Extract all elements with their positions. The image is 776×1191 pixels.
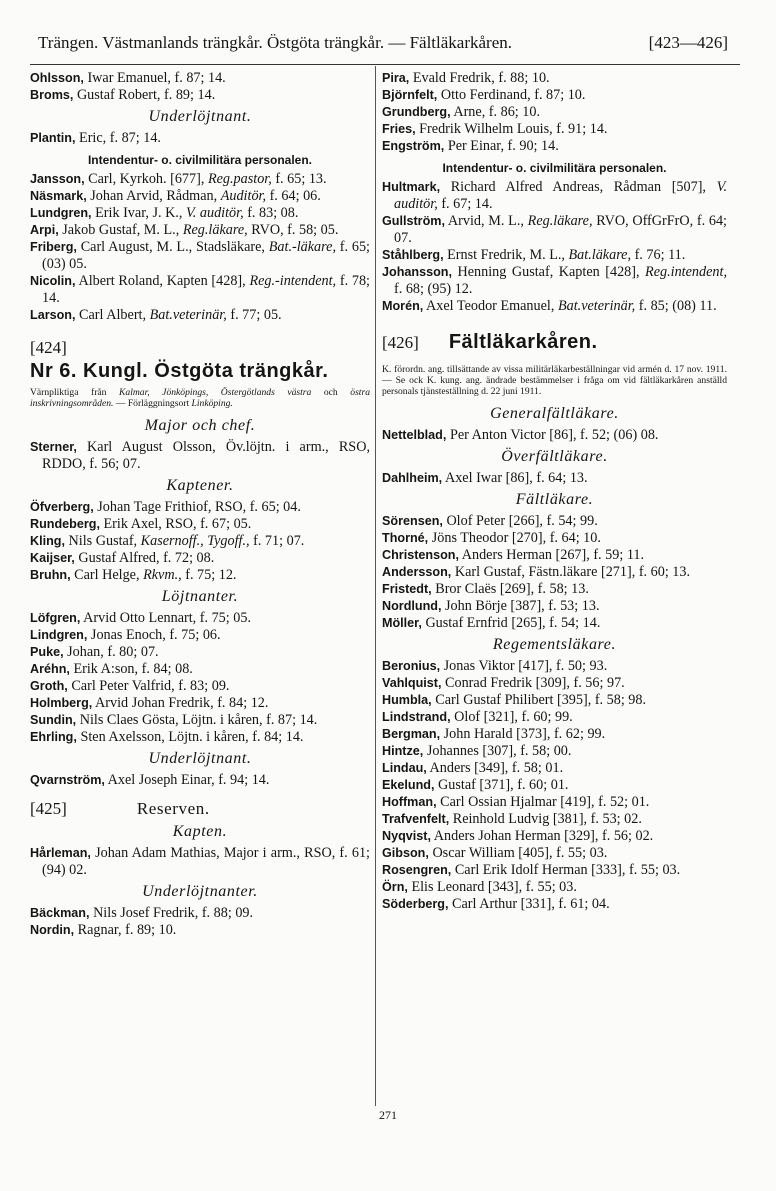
roster-entry [30,610,370,627]
roster-entry [30,239,370,273]
entry-details: Carl Albert, [75,307,150,323]
note-part: — Förläggningsort [113,398,192,409]
section-425-title: Reserven. [136,799,210,818]
entry-details: Jonas Enoch, f. 75; 06. [87,627,221,643]
entry-surname: Johansson, [382,265,452,279]
section-426-number: [426] [382,333,419,352]
entry-surname: Rosengren, [382,863,452,877]
entry-details: Johan Tage Frithiof, RSO, f. 65; 04. [93,499,301,515]
entry-surname: Sterner, [30,440,77,454]
entry-surname: Sundin, [30,713,77,727]
roster-entry [382,811,727,828]
entry-dates: f. 76; 11. [631,247,686,263]
entry-details: Per Einar, f. 90; 14. [444,138,559,154]
entry-details: Olof Peter [266], f. 54; 99. [442,513,598,529]
roster-entry [382,615,727,632]
entry-surname: Örn, [382,880,408,894]
entry-dates: f. 65; (03) 05. [42,239,371,272]
roster-entry [382,298,727,315]
note-part: Värnpliktiga från [30,387,119,398]
entry-surname: Lundgren, [30,206,92,220]
left-after-sub1-list [30,130,370,147]
roster-entry [30,87,370,104]
roster-entry [382,70,727,87]
subheading-underlojtnant: Underlöjtnant. [148,108,252,125]
entry-title: Reg.läkare, [527,213,593,229]
left-top-list [30,70,370,104]
section-425-number: [425] [30,799,67,818]
section-civil-right: Intendentur- o. civilmilitära personalen. [442,161,667,175]
roster-entry [30,188,370,205]
roster-entry [382,879,727,896]
entry-dates: f. 83; 08. [243,205,299,221]
roster-entry [30,661,370,678]
entry-details: Axel Teodor Emanuel, [423,298,558,314]
roster-entry [382,121,727,138]
roster-entry [30,516,370,533]
subheading-faltlakare: Fältläkare. [515,491,594,508]
entry-details: Erik A:son, f. 84; 08. [69,661,193,677]
entry-details: Gustaf Ernfrid [265], f. 54; 14. [421,615,601,631]
entry-surname: Söderberg, [382,897,449,911]
entry-surname: Larson, [30,308,76,322]
entry-details: Albert Roland, Kapten [428], [75,273,250,289]
roster-entry [30,439,370,473]
roster-entry [382,845,727,862]
roster-entry [30,845,370,879]
entry-details: Arne, f. 86; 10. [450,104,541,120]
entry-surname: Groth, [30,679,68,693]
entry-details: Oscar William [405], f. 55; 03. [428,845,608,861]
section-civil-left: Intendentur- o. civilmilitära personalen. [87,153,313,167]
roster-entry [382,777,727,794]
entry-details: Johan, f. 80; 07. [63,644,159,660]
entry-details: Erik Axel, RSO, f. 67; 05. [99,516,252,532]
roster-entry [382,675,727,692]
entry-details: Carl August, M. L., Stadsläkare, [76,239,269,255]
section-426-heading [382,331,727,354]
roster-entry [382,726,727,743]
roster-entry [382,828,727,845]
entry-details: Per Anton Victor [86], f. 52; (06) 08. [446,427,659,443]
roster-entry [30,130,370,147]
section-425-heading [30,799,370,819]
entry-surname: Beronius, [382,659,441,673]
roster-entry [382,692,727,709]
entry-details: Arvid, M. L., [444,213,528,229]
right-top-list [382,70,727,155]
subheading-lojtnanter: Löjtnanter. [161,588,239,605]
entry-surname: Sörensen, [382,514,443,528]
entry-title: V. auditör, [394,179,727,212]
roster-entry [382,581,727,598]
roster-entry [382,427,727,444]
entry-details: Reinhold Ludvig [381], f. 53; 02. [449,811,642,827]
entry-details: Elis Leonard [343], f. 55; 03. [407,879,577,895]
entry-title: Bat.veterinär, [149,307,227,323]
entry-surname: Dahlheim, [382,471,443,485]
entry-details: Johan Adam Mathias, Major i arm., RSO, f. 61; (94) 02. [42,845,370,878]
right-civil-list [382,179,727,315]
rl-list [382,658,727,913]
roster-entry [30,644,370,661]
entry-dates: f. 71; 07. [249,533,305,549]
entry-details: Arvid Johan Fredrik, f. 84; 12. [92,695,269,711]
running-title: Trängen. Västmanlands trängkår. Östgöta trängkår. — Fältläkarkåren. [38,33,512,52]
entry-surname: Friberg, [30,240,77,254]
roster-entry [30,171,370,188]
entry-surname: Kling, [30,534,65,548]
section-424-note [30,387,370,409]
entry-surname: Arpi, [30,223,59,237]
entry-dates: f. 78; 14. [42,273,370,306]
entry-surname: Gullström, [382,214,445,228]
left-column [30,70,370,939]
entry-details: Nils Gustaf, [64,533,141,549]
note-italic: östra inskrivningsområden. [30,387,370,409]
entry-dates: f. 68; (95) 12. [394,281,473,297]
header-rule [30,64,740,65]
entry-details: Otto Ferdinand, f. 87; 10. [437,87,586,103]
entry-details: Jöns Theodor [270], f. 64; 10. [428,530,601,546]
roster-entry [30,533,370,550]
subheading-regementslakare: Regementsläkare. [492,636,617,653]
entry-dates: RVO, OffGrFrO, f. 64; 07. [394,213,727,246]
roster-entry [30,307,370,324]
entry-details: Fredrik Wilhelm Louis, f. 91; 14. [415,121,608,137]
entry-details: John Börje [387], f. 53; 13. [441,598,600,614]
roster-entry [30,222,370,239]
entry-surname: Kaijser, [30,551,75,565]
entry-details: Karl August Olsson, Öv.löjtn. i arm., RSO, RDDO, f. 56; 07. [42,439,370,472]
entry-dates: f. 75; 12. [181,567,237,583]
entry-details: Carl Arthur [331], f. 61; 04. [448,896,610,912]
roster-entry [30,499,370,516]
entry-surname: Ekelund, [382,778,435,792]
roster-entry [382,470,727,487]
entry-surname: Lindgren, [30,628,88,642]
roster-entry [382,743,727,760]
entry-details: Richard Alfred Andreas, Rådman [507], [440,179,717,195]
entry-details: Conrad Fredrik [309], f. 56; 97. [441,675,625,691]
entry-details: Johannes [307], f. 58; 00. [423,743,572,759]
roster-entry [30,273,370,307]
entry-surname: Andersson, [382,565,452,579]
entry-dates: f. 65; 13. [271,171,327,187]
roster-entry [30,550,370,567]
entry-details: Carl Erik Idolf Herman [333], f. 55; 03. [451,862,681,878]
entry-details: Anders [349], f. 58; 01. [426,760,564,776]
entry-surname: Björnfelt, [382,88,438,102]
entry-title: Bat.veterinär, [557,298,636,314]
entry-details: Carl Helge, [70,567,144,583]
entry-surname: Bruhn, [30,568,71,582]
subheading-kaptener: Kaptener. [166,477,234,494]
entry-details: Sten Axelsson, Löjtn. i kåren, f. 84; 14. [76,729,304,745]
entry-details: Anders Herman [267], f. 59; 11. [458,547,645,563]
entry-details: Iwar Emanuel, f. 87; 14. [83,70,226,86]
ulojtnanter-list [30,905,370,939]
ofl-list [382,470,727,487]
entry-title: Rkvm., [143,567,182,583]
roster-entry [382,213,727,247]
entry-details: Axel Joseph Einar, f. 94; 14. [104,772,270,788]
entry-details: Nils Claes Gösta, Löjtn. i kåren, f. 87; 14. [76,712,318,728]
section-426-note: K. förordn. ang. tillsättande av vissa militärläkarbeställningar vid armén d. 17 nov. 1911. — Se ock K. kung. ang. ändrade bestämmelser i fråga om vid fältläkarkåren anställd personals tjänsteställning d. 22 juni 1911. [382,364,727,397]
entry-surname: Nordin, [30,923,75,937]
subheading-major: Major och chef. [144,417,256,434]
entry-surname: Hårleman, [30,846,91,860]
entry-details: Carl, Kyrkoh. [677], [84,171,208,187]
entry-surname: Engström, [382,139,445,153]
entry-details: Karl Gustaf, Fästn.läkare [271], f. 60; 13. [451,564,691,580]
roster-entry [382,760,727,777]
roster-entry [30,712,370,729]
entry-surname: Löfgren, [30,611,81,625]
roster-entry [382,862,727,879]
entry-details: Johan Arvid, Rådman, [86,188,221,204]
fl-list [382,513,727,632]
entry-details: Gustaf Alfred, f. 72; 08. [74,550,215,566]
roster-entry [382,513,727,530]
entry-surname: Christenson, [382,548,459,562]
entry-details: Ragnar, f. 89; 10. [74,922,177,938]
entry-surname: Vahlquist, [382,676,442,690]
roster-entry [30,70,370,87]
entry-surname: Nordlund, [382,599,442,613]
left-civil-list [30,171,370,324]
roster-entry [382,896,727,913]
entry-surname: Bergman, [382,727,441,741]
entry-surname: Rundeberg, [30,517,100,531]
entry-details: Nils Josef Fredrik, f. 88; 09. [89,905,254,921]
roster-entry [382,564,727,581]
entry-details: Carl Ossian Hjalmar [419], f. 52; 01. [436,794,650,810]
roster-entry [382,264,727,298]
entry-title: Bat.läkare, [568,247,632,263]
entry-surname: Nettelblad, [382,428,447,442]
entry-title: Reg.-intendent, [249,273,337,289]
entry-surname: Lindau, [382,761,427,775]
note-part: och [311,387,351,398]
subheading-kapten: Kapten. [172,823,228,840]
entry-details: Henning Gustaf, Kapten [428], [451,264,646,280]
roster-entry [382,104,727,121]
entry-surname: Plantin, [30,131,76,145]
right-column [382,70,727,913]
entry-dates: f. 64; 06. [266,188,321,204]
entry-surname: Fristedt, [382,582,432,596]
roster-entry [30,729,370,746]
lojtnanter-list [30,610,370,746]
ulojt-list [30,772,370,789]
entry-surname: Hultmark, [382,180,441,194]
section-424-title: Nr 6. Kungl. Östgöta trängkår. [30,360,329,382]
entry-details: Carl Peter Valfrid, f. 83; 09. [67,678,230,694]
entry-title: Reg.pastor, [207,171,272,187]
entry-surname: Möller, [382,616,422,630]
entry-details: Olof [321], f. 60; 99. [450,709,573,725]
entry-surname: Morén, [382,299,424,313]
entry-details: Eric, f. 87; 14. [75,130,161,146]
entry-surname: Bäckman, [30,906,90,920]
roster-entry [382,658,727,675]
entry-surname: Nicolin, [30,274,76,288]
entry-details: Gustaf [371], f. 60; 01. [434,777,569,793]
roster-entry [382,794,727,811]
entry-surname: Trafvenfelt, [382,812,450,826]
subheading-generalfaltlakare: Generalfältläkare. [490,405,619,422]
roster-entry [382,247,727,264]
entry-surname: Ohlsson, [30,71,84,85]
roster-entry [30,772,370,789]
roster-entry [382,87,727,104]
entry-surname: Humbla, [382,693,432,707]
section-426-title: Fältläkarkåren. [448,331,598,353]
entry-surname: Nyqvist, [382,829,431,843]
note-italic: Linköping. [191,398,233,409]
roster-entry [382,138,727,155]
entry-surname: Thorné, [382,531,429,545]
entry-surname: Ståhlberg, [382,248,444,262]
entry-title: Kasernoff., Tygoff., [140,533,250,549]
entry-surname: Grundberg, [382,105,451,119]
entry-dates: RVO, f. 58; 05. [247,222,339,238]
note-italic: Kalmar, Jönköpings, Östergötlands västra [119,387,312,398]
entry-details: Axel Iwar [86], f. 64; 13. [442,470,588,486]
gfl-list [382,427,727,444]
entry-dates: f. 67; 14. [437,196,493,212]
roster-entry [30,905,370,922]
entry-surname: Broms, [30,88,74,102]
entry-details: Ernst Fredrik, M. L., [443,247,569,263]
entry-title: Auditör, [220,188,267,204]
roster-entry [382,179,727,213]
entry-dates: f. 77; 05. [226,307,282,323]
entry-dates: f. 85; (08) 11. [635,298,717,314]
major-list [30,439,370,473]
entry-details: Anders Johan Herman [329], f. 56; 02. [431,828,654,844]
entry-details: Jonas Viktor [417], f. 50; 93. [440,658,608,674]
entry-surname: Lindstrand, [382,710,451,724]
page-range: [423—426] [648,33,728,52]
entry-surname: Puke, [30,645,64,659]
entry-details: John Harald [373], f. 62; 99. [440,726,606,742]
entry-title: V. auditör, [185,205,244,221]
entry-surname: Qvarnström, [30,773,105,787]
entry-surname: Gibson, [382,846,429,860]
section-424-number: [424] [30,338,67,357]
entry-details: Jakob Gustaf, M. L., [58,222,183,238]
roster-entry [382,709,727,726]
entry-surname: Näsmark, [30,189,87,203]
entry-details: Evald Fredrik, f. 88; 10. [409,70,550,86]
entry-details: Carl Gustaf Philibert [395], f. 58; 98. [431,692,647,708]
entry-surname: Fries, [382,122,416,136]
subheading-overfaltlakare: Överfältläkare. [501,448,608,465]
entry-surname: Ehrling, [30,730,77,744]
entry-title: Reg.intendent, [645,264,727,280]
subheading-underlojtnant-2: Underlöjtnant. [148,750,252,767]
entry-details: Bror Claës [269], f. 58; 13. [431,581,589,597]
roster-entry [382,547,727,564]
roster-entry [30,695,370,712]
entry-details: Gustaf Robert, f. 89; 14. [73,87,216,103]
page-number: 271 [379,1108,397,1122]
kapten-list [30,845,370,879]
entry-title: Bat.-läkare, [268,239,336,255]
roster-entry [30,205,370,222]
kaptener-list [30,499,370,584]
entry-title: Reg.läkare, [182,222,248,238]
roster-entry [30,678,370,695]
roster-entry [382,598,727,615]
entry-surname: Pira, [382,71,410,85]
roster-entry [30,567,370,584]
roster-entry [30,922,370,939]
entry-surname: Aréhn, [30,662,70,676]
entry-surname: Hoffman, [382,795,437,809]
entry-surname: Jansson, [30,172,85,186]
roster-entry [30,627,370,644]
entry-details: Erik Ivar, J. K., [91,205,186,221]
subheading-underlojtnanter: Underlöjtnanter. [142,883,258,900]
roster-entry [382,530,727,547]
entry-surname: Öfverberg, [30,500,94,514]
entry-surname: Holmberg, [30,696,93,710]
running-header [38,33,728,53]
column-divider [375,66,376,1106]
entry-details: Arvid Otto Lennart, f. 75; 05. [80,610,251,626]
entry-surname: Hintze, [382,744,424,758]
